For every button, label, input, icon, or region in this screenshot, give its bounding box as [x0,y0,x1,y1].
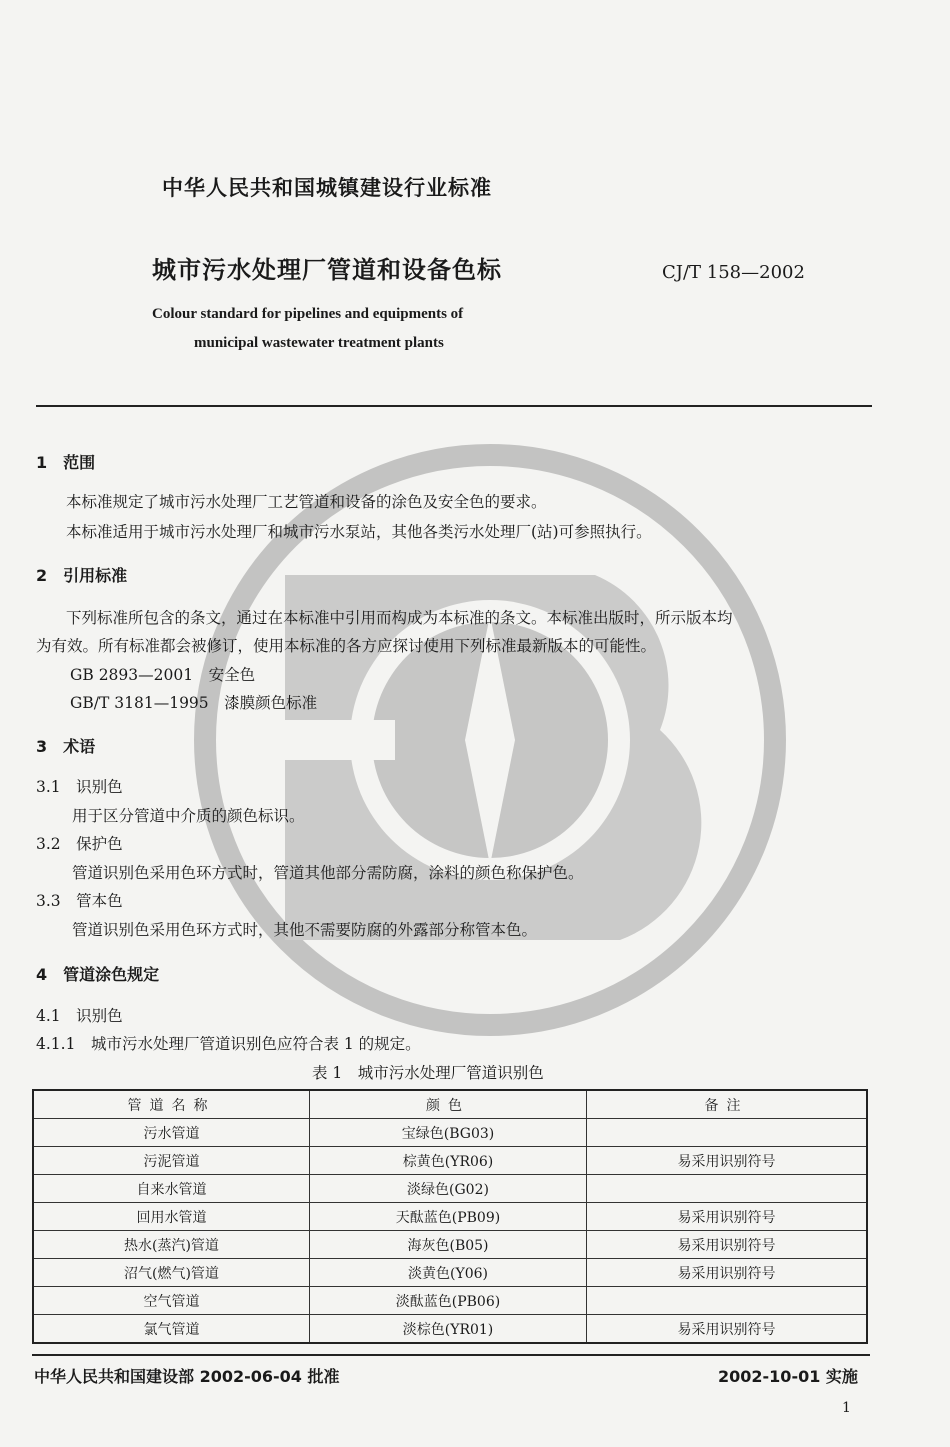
cell-pipe-name: 热水(蒸汽)管道 [33,1231,309,1259]
english-title-line-1: Colour standard for pipelines and equipments of [152,306,464,322]
table-row [33,1259,867,1287]
cell-pipe-name: 自来水管道 [33,1175,309,1203]
cell-colour: 天酞蓝色(PB09) [309,1203,586,1231]
table-row [33,1231,867,1259]
subsection-3-1-text: 用于区分管道中介质的颜色标识。 [72,807,305,825]
cell-colour: 淡棕色(YR01) [309,1315,586,1344]
cell-colour: 淡黄色(Y06) [309,1259,586,1287]
subsection-3-2-title: 3.2 保护色 [36,835,123,853]
reference-standard-1: GB 2893—2001 安全色 [70,666,256,684]
table-row [33,1119,867,1147]
section-1-paragraph-1: 本标准规定了城市污水处理厂工艺管道和设备的涂色及安全色的要求。 [66,493,547,511]
cell-pipe-name: 污泥管道 [33,1147,309,1175]
table-row [33,1287,867,1315]
cell-remarks: 易采用识别符号 [587,1203,867,1231]
cell-colour: 海灰色(B05) [309,1231,586,1259]
issuing-authority: 中华人民共和国城镇建设行业标准 [162,176,492,200]
implementation-date: 2002-10-01 实施 [718,1367,858,1386]
cell-remarks: 易采用识别符号 [587,1231,867,1259]
footer-divider [32,1354,870,1356]
page-number: 1 [842,1400,851,1416]
subsection-3-3-text: 管道识别色采用色环方式时，其他不需要防腐的外露部分称管本色。 [72,921,538,939]
cell-remarks [587,1287,867,1315]
table-header-row [33,1090,867,1119]
cell-colour: 宝绿色(BG03) [309,1119,586,1147]
section-2-paragraph-line-1: 下列标准所包含的条文，通过在本标准中引用而构成为本标准的条文。本标准出版时，所示版本均 [66,609,733,627]
reference-standard-2: GB/T 3181—1995 漆膜颜色标准 [70,694,318,712]
section-3-heading: 3 术语 [36,737,96,756]
section-1-heading: 1 范围 [36,453,96,472]
cell-remarks [587,1119,867,1147]
cell-pipe-name: 空气管道 [33,1287,309,1315]
subsection-3-2-text: 管道识别色采用色环方式时，管道其他部分需防腐，涂料的颜色称保护色。 [72,864,584,882]
table-row [33,1175,867,1203]
header-divider [36,405,872,407]
section-2-paragraph-line-2: 为有效。所有标准都会被修订，使用本标准的各方应探讨使用下列标准最新版本的可能性。 [36,637,657,655]
cell-pipe-name: 污水管道 [33,1119,309,1147]
document-title: 城市污水处理厂管道和设备色标 [152,256,502,284]
cell-colour: 棕黄色(YR06) [309,1147,586,1175]
header-colour: 颜色 [309,1090,586,1119]
cell-pipe-name: 氯气管道 [33,1315,309,1344]
cell-pipe-name: 回用水管道 [33,1203,309,1231]
table-1-caption: 表 1 城市污水处理厂管道识别色 [312,1064,544,1082]
english-title-line-2: municipal wastewater treatment plants [194,335,444,351]
document-code: CJ/T 158—2002 [662,262,805,283]
cell-remarks [587,1175,867,1203]
section-4-heading: 4 管道涂色规定 [36,965,160,984]
subsection-3-1-title: 3.1 识别色 [36,778,123,796]
header-pipe-name: 管道名称 [33,1090,309,1119]
cell-remarks: 易采用识别符号 [587,1259,867,1287]
approval-date: 中华人民共和国建设部 2002-06-04 批准 [34,1367,340,1386]
table-row [33,1203,867,1231]
subsection-4-1-title: 4.1 识别色 [36,1007,123,1025]
section-1-paragraph-2: 本标准适用于城市污水处理厂和城市污水泵站，其他各类污水处理厂(站)可参照执行。 [66,523,652,541]
subsection-3-3-title: 3.3 管本色 [36,892,123,910]
cell-colour: 淡绿色(G02) [309,1175,586,1203]
clause-4-1-1: 4.1.1 城市污水处理厂管道识别色应符合表 1 的规定。 [36,1035,421,1053]
cell-remarks: 易采用识别符号 [587,1147,867,1175]
pipeline-colour-table [32,1089,868,1344]
cell-remarks: 易采用识别符号 [587,1315,867,1344]
cell-colour: 淡酞蓝色(PB06) [309,1287,586,1315]
header-remarks: 备注 [587,1090,867,1119]
table-row [33,1315,867,1344]
table-row [33,1147,867,1175]
cell-pipe-name: 沼气(燃气)管道 [33,1259,309,1287]
section-2-heading: 2 引用标准 [36,566,128,585]
